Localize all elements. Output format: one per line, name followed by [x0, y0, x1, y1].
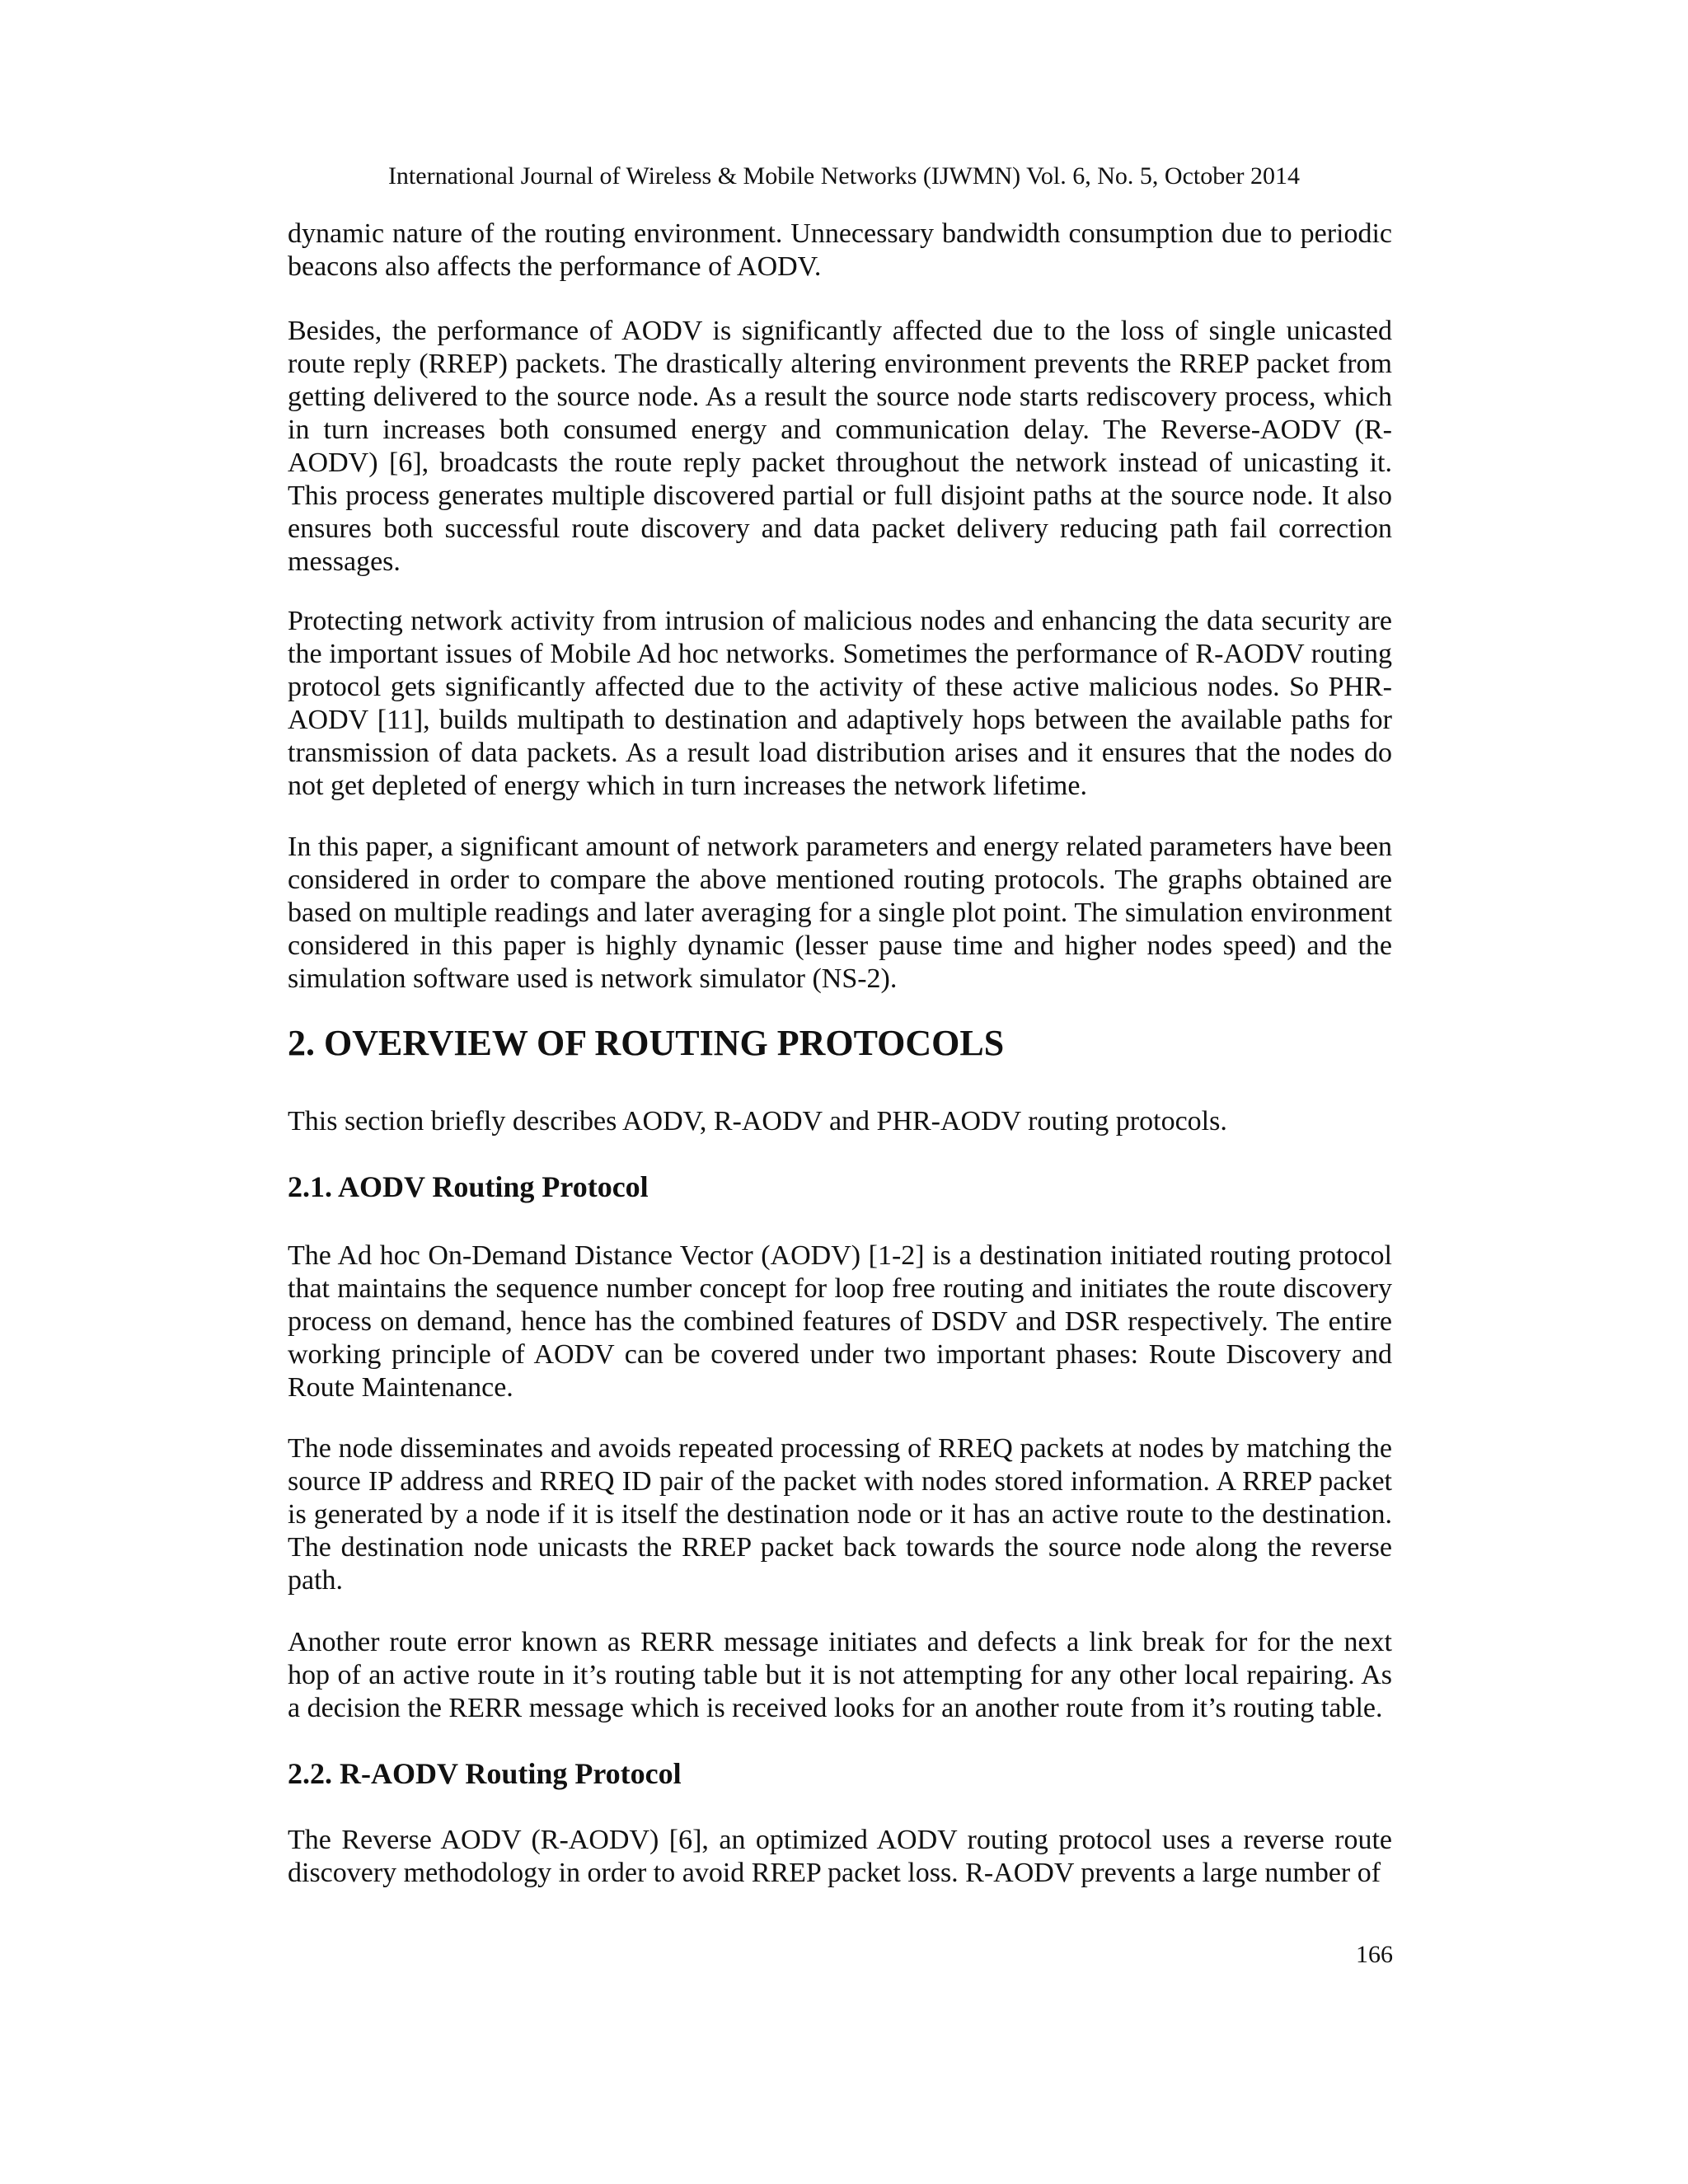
subsection-heading-aodv: 2.1. AODV Routing Protocol	[288, 1170, 649, 1203]
paragraph-paper-scope: In this paper, a significant amount of network parameters and energy related parameters have been considered in order to compare the above mentioned routing protocols. The graphs obtained are based on multiple readings and later averaging for a single plot point. The simulation environment considered in this paper is highly dynamic (lesser pause time and higher nodes speed) and the simulation software used is network simulator (NS-2).	[288, 832, 1392, 994]
paragraph-aodv-rerr: Another route error known as RERR message initiates and defects a link break for for the next hop of an active route in it’s routing table but it is not attempting for any other local repairing. As a decision the RERR message which is received looks for an another route from it’s routing table.	[288, 1627, 1392, 1723]
paragraph-raodv-overview: The Reverse AODV (R-AODV) [6], an optimized AODV routing protocol uses a reverse route discovery methodology in order to avoid RREP packet loss. R-AODV prevents a large number of	[288, 1825, 1392, 1888]
paragraph-raodv-motivation: Besides, the performance of AODV is significantly affected due to the loss of single unicasted route reply (RREP) packets. The drastically altering environment prevents the RREP packet from getting delivered to the source node. As a result the source node starts rediscovery process, which in turn increases both consumed energy and communication delay. The Reverse-AODV (R-AODV) [6], broadcasts the route reply packet throughout the network instead of unicasting it. This process generates multiple discovered partial or full disjoint paths at the source node. It also ensures both successful route discovery and data packet delivery reducing path fail correction messages.	[288, 316, 1392, 577]
paragraph-aodv-overview: The Ad hoc On-Demand Distance Vector (AODV) [1-2] is a destination initiated routing protocol that maintains the sequence number concept for loop free routing and initiates the route discovery process on demand, hence has the combined features of DSDV and DSR respectively. The entire working principle of AODV can be covered under two important phases: Route Discovery and Route Maintenance.	[288, 1240, 1392, 1403]
paragraph-section-intro: This section briefly describes AODV, R-AODV and PHR-AODV routing protocols.	[288, 1106, 1227, 1137]
subsection-heading-raodv: 2.2. R-AODV Routing Protocol	[288, 1757, 682, 1790]
page-number: 166	[1356, 1941, 1393, 1968]
paragraph-aodv-rreq-rrep: The node disseminates and avoids repeated processing of RREQ packets at nodes by matching the source IP address and RREQ ID pair of the packet with nodes stored information. A RREP packet is generated by a node if it is itself the destination node or it has an active route to the destination. The destination node unicasts the RREP packet back towards the source node along the reverse path.	[288, 1433, 1392, 1596]
section-heading-overview: 2. OVERVIEW OF ROUTING PROTOCOLS	[288, 1023, 1005, 1063]
paragraph-intro-continuation: dynamic nature of the routing environment. Unnecessary bandwidth consumption due to periodic beacons also affects the performance of AODV.	[288, 218, 1392, 282]
paragraph-phraodv-motivation: Protecting network activity from intrusion of malicious nodes and enhancing the data security are the important issues of Mobile Ad hoc networks. Sometimes the performance of R-AODV routing protocol gets significantly affected due to the activity of these active malicious nodes. So PHR-AODV [11], builds multipath to destination and adaptively hops between the available paths for transmission of data packets. As a result load distribution arises and it ensures that the nodes do not get depleted of energy which in turn increases the network lifetime.	[288, 606, 1392, 801]
running-header: International Journal of Wireless & Mobile Networks (IJWMN) Vol. 6, No. 5, October 2014	[387, 162, 1301, 190]
